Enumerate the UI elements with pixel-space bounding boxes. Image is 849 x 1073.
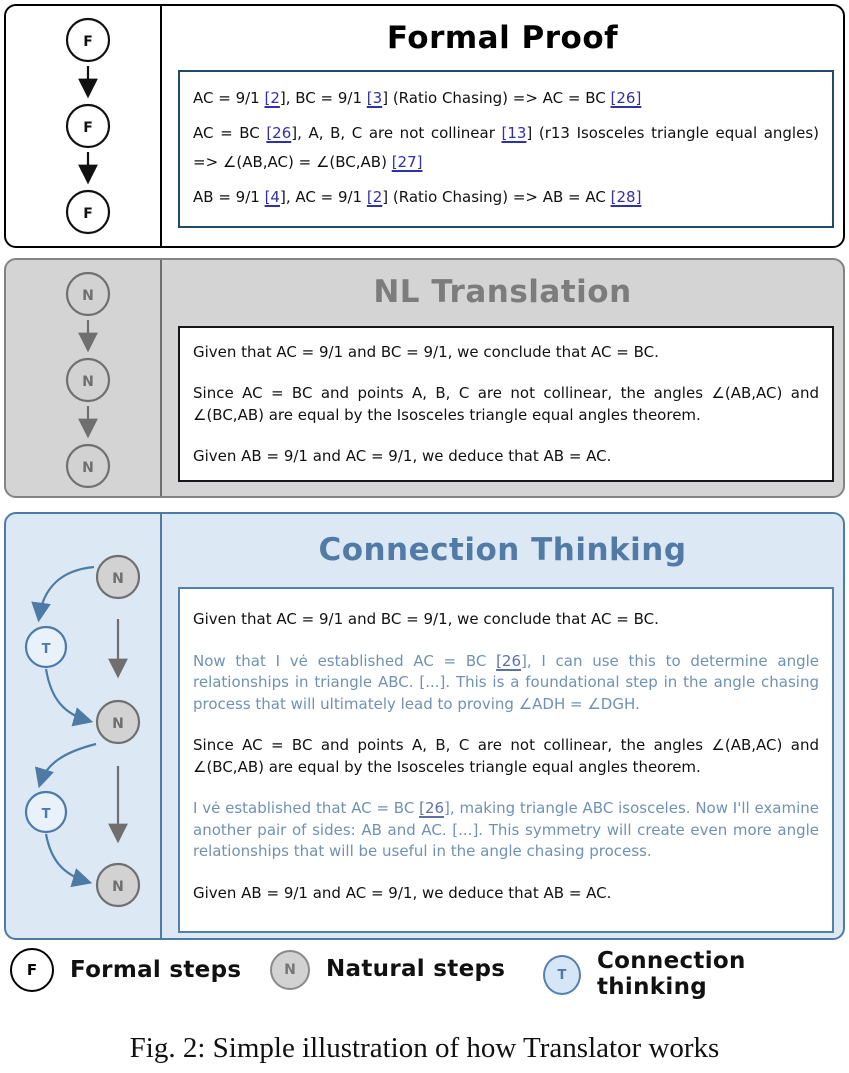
- reference-link[interactable]: [13: [501, 124, 527, 142]
- natural-node-label: N: [112, 716, 124, 732]
- reference-link[interactable]: [27]: [391, 153, 423, 171]
- legend-label-thinking: Connection thinking: [596, 948, 746, 1000]
- connection-steps-column: [6, 514, 162, 938]
- text-segment: Since AC = BC and points A, B, C are not collinear, the angles ∠(AB,AC) and ∠(BC,AB) are equal by the Isosceles triangle equal angles theorem.: [193, 736, 819, 776]
- text-segment: ], A, B, C are not collinear: [291, 124, 502, 142]
- curved-arrow-icon: [46, 669, 89, 721]
- figure-caption: Fig. 2: Simple illustration of how Translator works: [129, 1032, 720, 1064]
- text-segment: ] (Ratio Chasing) => AB = AC: [382, 188, 611, 206]
- text-segment: I vė established that AC = BC: [193, 799, 420, 817]
- thinking-statement: [193, 651, 819, 716]
- text-segment: ] (r13 Isosceles triangle equal angles) => ∠(AB,AC) = ∠(BC,AB): [193, 124, 819, 171]
- connection-thinking-textbox: [178, 587, 834, 933]
- legend-item-formal: [10, 948, 241, 992]
- formal-statement: [193, 183, 819, 212]
- natural-steps-column: [6, 260, 162, 496]
- natural-node-icon: N: [270, 950, 310, 990]
- natural-node-label: N: [82, 460, 94, 476]
- thinking-node-label: T: [41, 642, 51, 657]
- text-segment: AC = 9/1: [193, 89, 265, 107]
- reference-link[interactable]: [3: [366, 89, 383, 107]
- connection-thinking-title: Connection Thinking: [318, 532, 687, 568]
- text-segment: AB = 9/1: [193, 188, 265, 206]
- thinking-node-label: T: [41, 807, 51, 822]
- curved-arrow-icon: [40, 744, 96, 784]
- natural-statement: [193, 609, 819, 631]
- text-segment: Given AB = 9/1 and AC = 9/1, we deduce that AB = AC.: [193, 883, 612, 902]
- formal-steps-diagram: [6, 6, 162, 245]
- nl-statement: Since AC = BC and points A, B, C are not collinear, the angles ∠(AB,AC) and ∠(BC,AB) are equal by the Isosceles triangle equal angles theorem.: [193, 384, 819, 424]
- reference-link[interactable]: [26: [266, 124, 292, 142]
- connection-steps-diagram: [6, 514, 162, 937]
- formal-statement: [193, 84, 819, 113]
- natural-node-label: N: [112, 879, 124, 895]
- natural-statement: [193, 735, 819, 778]
- natural-node-label: N: [82, 288, 94, 304]
- formal-proof-textbox: [178, 70, 834, 228]
- nl-statement: Given that AC = 9/1 and BC = 9/1, we conclude that AC = BC.: [193, 343, 659, 361]
- legend-item-thinking: [543, 948, 849, 1000]
- nl-translation-textbox: [178, 326, 834, 482]
- text-segment: Now that I vė established AC = BC: [193, 651, 497, 670]
- reference-link[interactable]: [26]: [610, 89, 642, 107]
- text-segment: ] (Ratio Chasing) => AC = BC: [382, 89, 611, 107]
- formal-node-icon: F: [10, 948, 54, 992]
- legend-label-natural: Natural steps: [326, 956, 506, 982]
- reference-link[interactable]: [28]: [610, 188, 642, 206]
- formal-node-label: F: [83, 206, 93, 222]
- curved-arrow-icon: [46, 834, 88, 882]
- nl-statement: Given AB = 9/1 and AC = 9/1, we deduce that AB = AC.: [193, 447, 612, 465]
- connection-thinking-content: [162, 514, 843, 938]
- natural-node-label: N: [82, 374, 94, 390]
- reference-link[interactable]: [4: [264, 188, 280, 206]
- reference-link[interactable]: [26: [496, 651, 522, 670]
- formal-statement: [193, 119, 819, 177]
- text-segment: ], I can use this to determine angle relationships in triangle ABC. [...]. This is a foundational step in the angle chasing process that will ultimately lead to proving ∠ADH = ∠DGH.: [193, 651, 819, 713]
- formal-proof-content: [162, 6, 843, 246]
- formal-proof-title: Formal Proof: [386, 20, 619, 56]
- legend-item-natural: [270, 948, 505, 990]
- text-segment: ], AC = 9/1: [279, 188, 367, 206]
- formal-proof-panel: [4, 4, 845, 248]
- formal-steps-column: [6, 6, 162, 246]
- thinking-node-icon: T: [543, 955, 581, 995]
- legend-label-formal: Formal steps: [70, 957, 242, 983]
- reference-link[interactable]: [2: [264, 89, 280, 107]
- text-segment: Given that AC = 9/1 and BC = 9/1, we conclude that AC = BC.: [193, 610, 659, 628]
- natural-steps-diagram: [6, 260, 162, 495]
- reference-link[interactable]: [2: [366, 188, 383, 206]
- natural-node-label: N: [112, 571, 124, 587]
- curved-arrow-icon: [39, 567, 94, 618]
- text-segment: AC = BC: [193, 124, 267, 142]
- nl-translation-content: [162, 260, 843, 496]
- nl-translation-title: NL Translation: [373, 274, 632, 310]
- text-segment: ], BC = 9/1: [279, 89, 367, 107]
- natural-statement: [193, 883, 819, 905]
- nl-translation-panel: [4, 258, 845, 498]
- thinking-statement: [193, 798, 819, 863]
- text-segment: ], making triangle ABC isosceles. Now I'll examine another pair of sides: AB and AC. [...]. This symmetry will create even more angle relationships that will be useful in the angle chasing process.: [193, 799, 819, 860]
- formal-node-label: F: [83, 34, 93, 50]
- reference-link[interactable]: [26: [419, 799, 445, 817]
- formal-node-label: F: [83, 120, 93, 136]
- connection-thinking-panel: [4, 512, 845, 940]
- legend: [0, 948, 849, 1000]
